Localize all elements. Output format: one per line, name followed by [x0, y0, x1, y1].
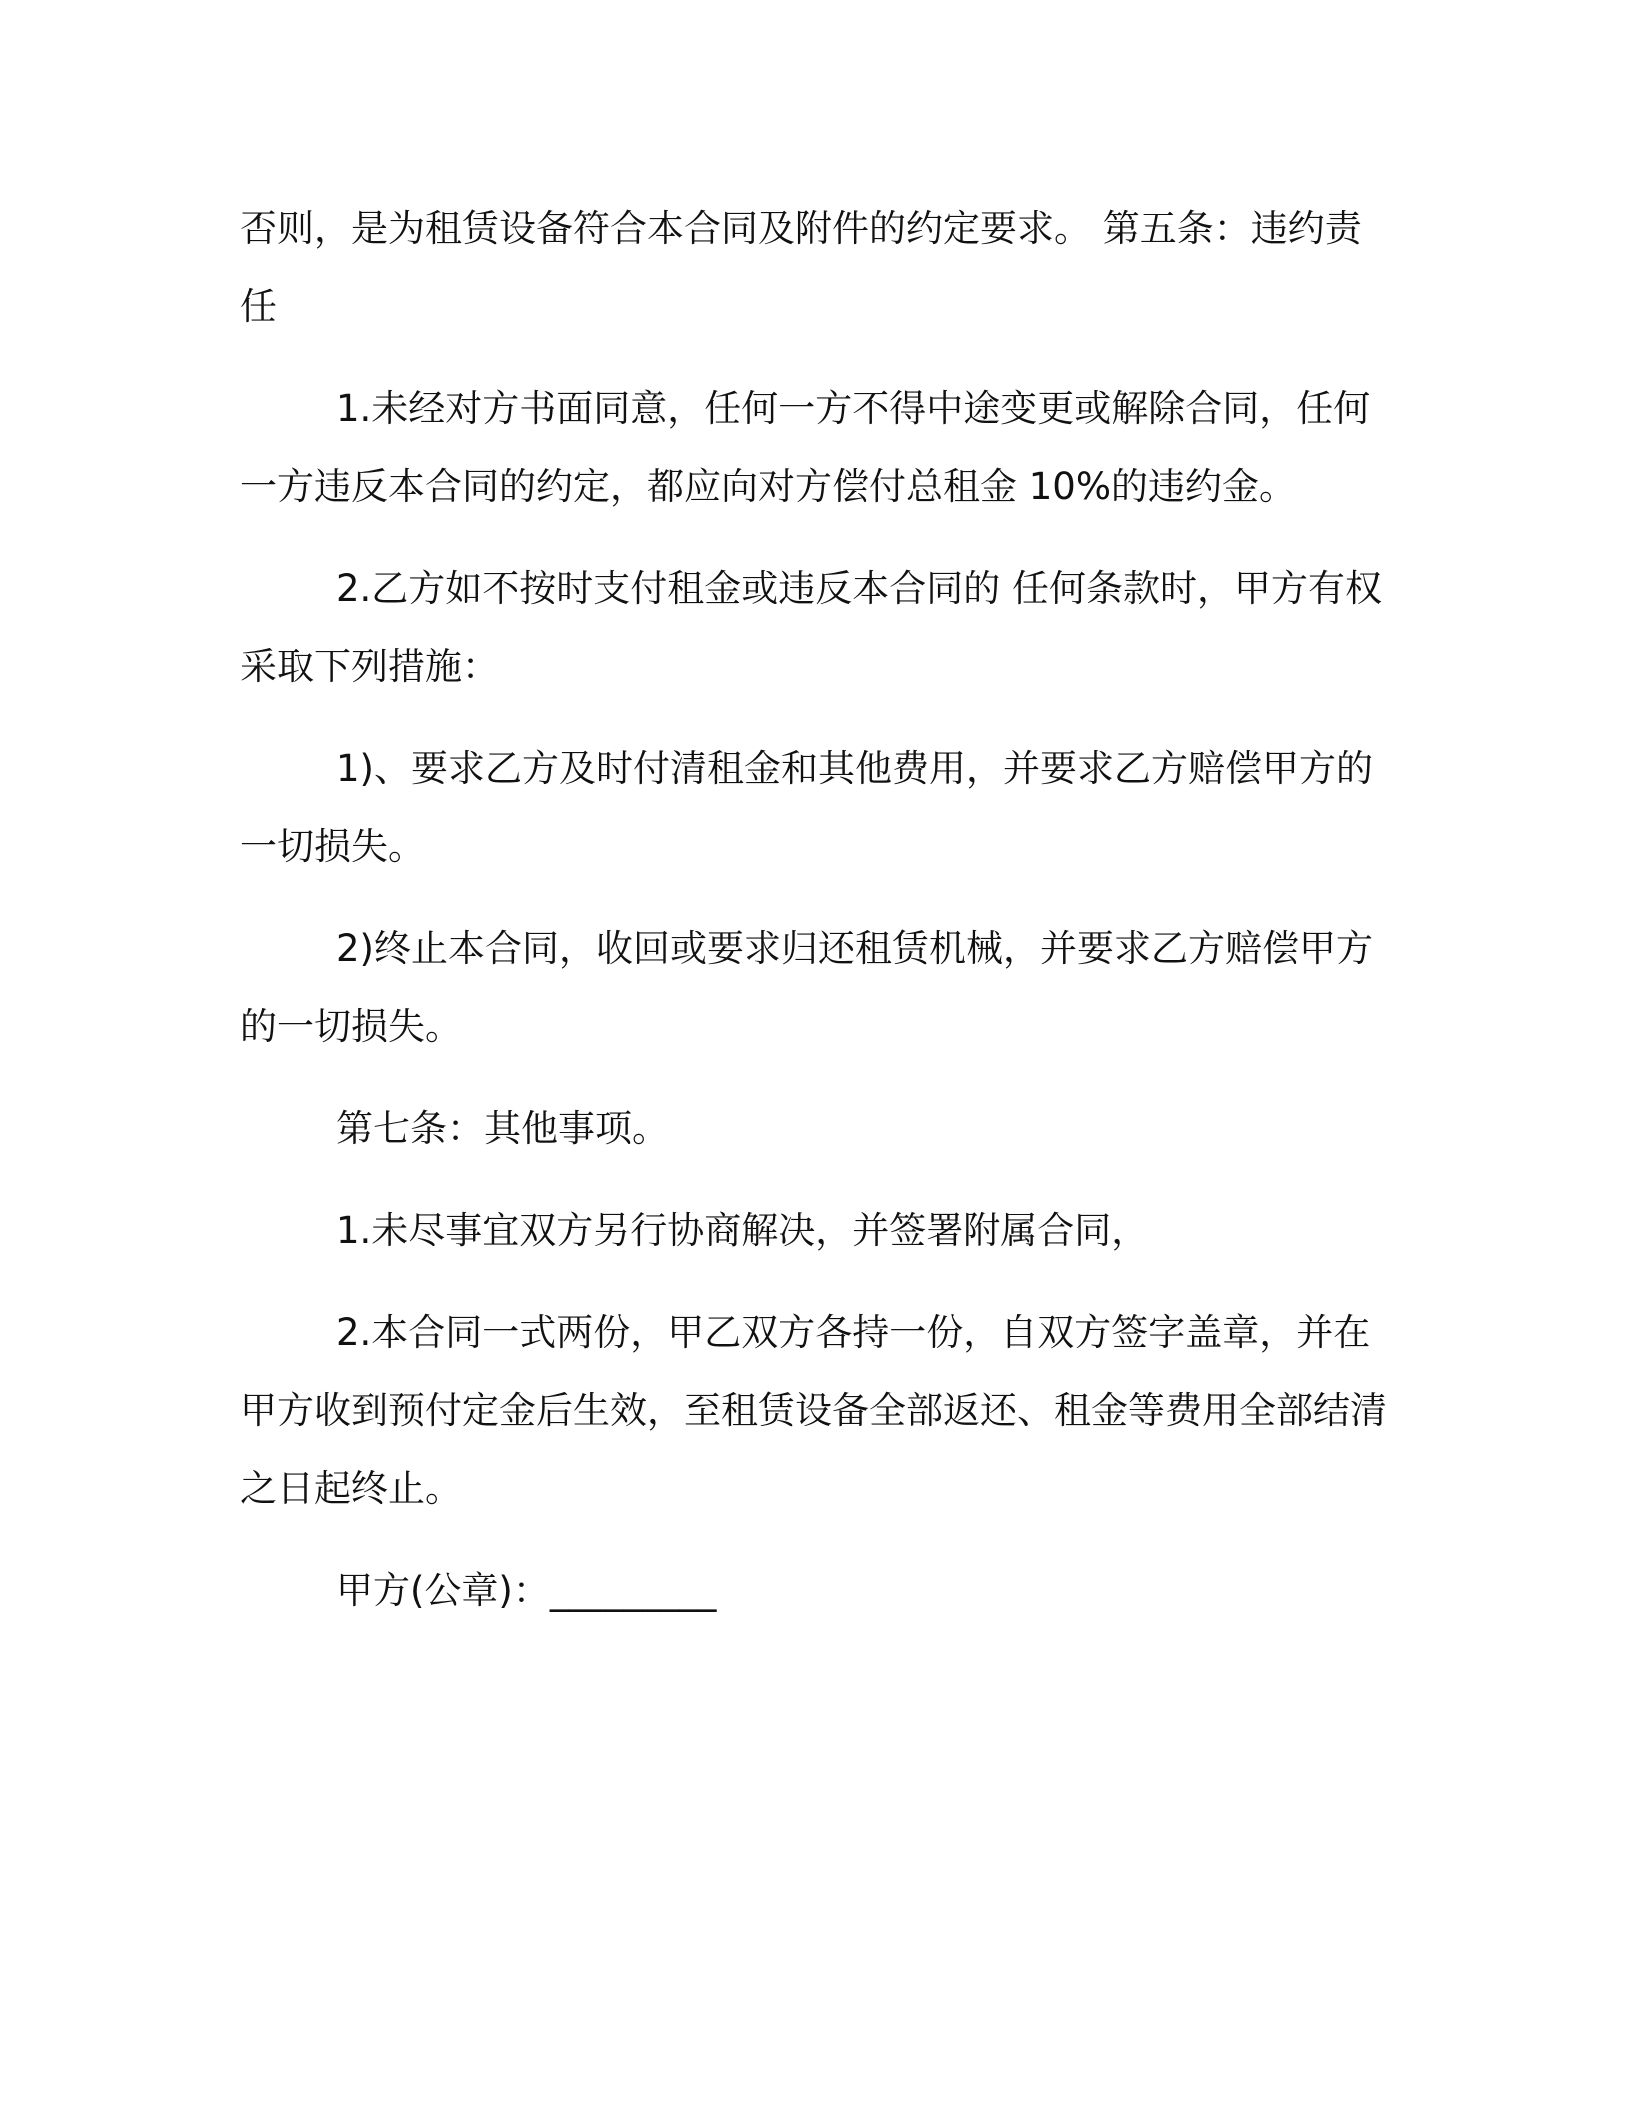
document-body — [240, 190, 1390, 1654]
paragraph-3: 2.乙方如不按时支付租金或违反本合同的 任何条款时，甲方有权采取下列措施： — [240, 567, 1383, 688]
paragraph-2: 1.未经对方书面同意，任何一方不得中途变更或解除合同，任何一方违反本合同的约定，都应向对方偿付总租金 10%的违约金。 — [240, 387, 1371, 508]
paragraph-7: 1.未尽事宜双方另行协商解决，并签署附属合同， — [336, 1209, 1149, 1252]
paragraph-1: 否则，是为租赁设备符合本合同及附件的约定要求。 第五条：违约责任 — [240, 207, 1362, 328]
paragraph-5: 2)终止本合同，收回或要求归还租赁机械，并要求乙方赔偿甲方的一切损失。 — [240, 927, 1373, 1048]
signature-line: 甲方(公章)：_________ — [336, 1569, 717, 1612]
paragraph-8: 2.本合同一式两份，甲乙双方各持一份，自双方签字盖章，并在甲方收到预付定金后生效，至租赁设备全部返还、租金等费用全部结清之日起终止。 — [240, 1311, 1387, 1510]
paragraph-6: 第七条：其他事项。 — [336, 1107, 669, 1150]
paragraph-4: 1)、要求乙方及时付清租金和其他费用，并要求乙方赔偿甲方的一切损失。 — [240, 747, 1373, 868]
